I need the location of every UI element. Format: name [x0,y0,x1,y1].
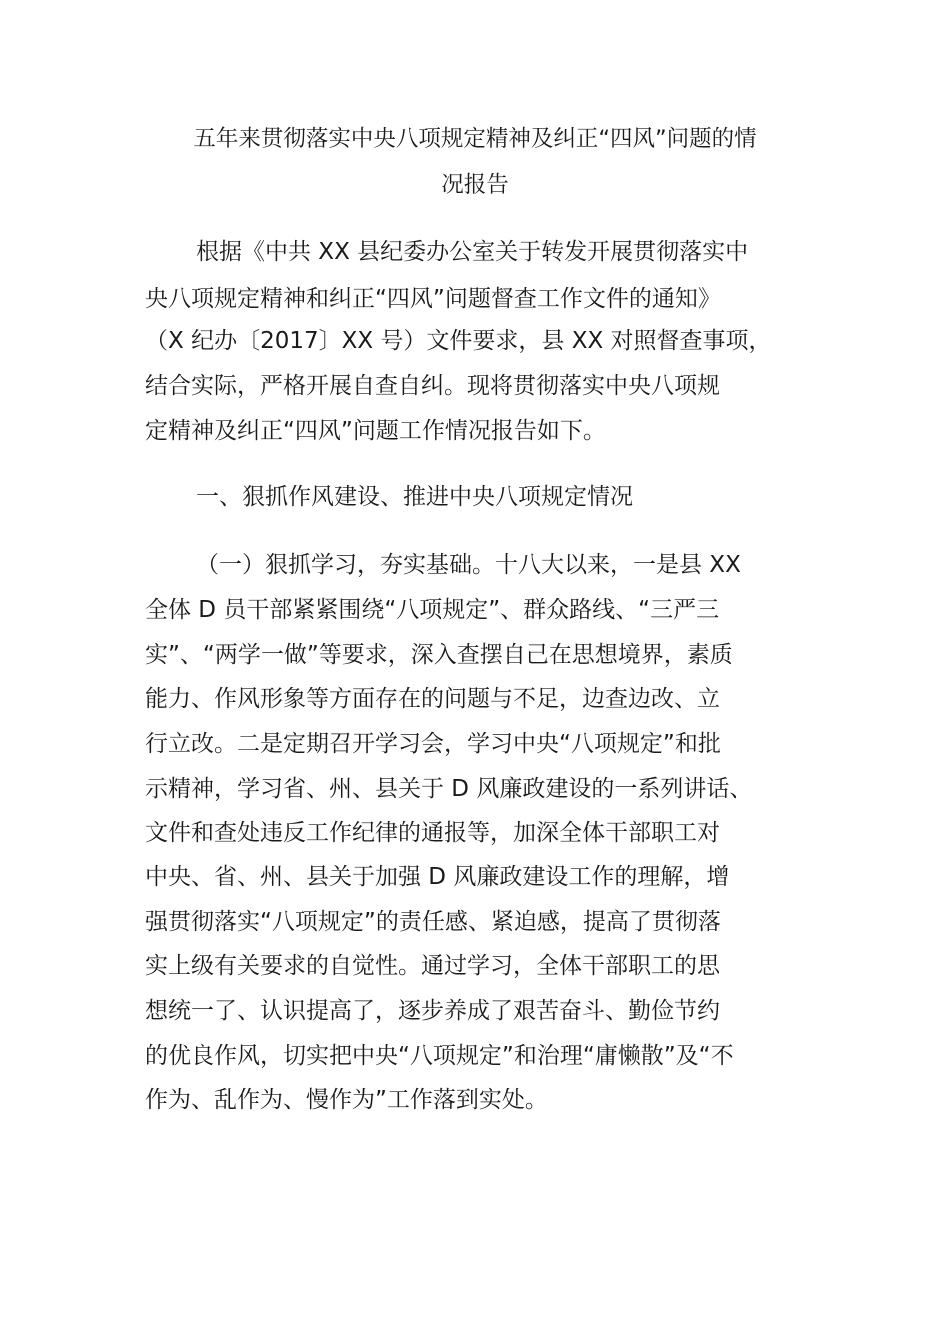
subsection-paragraph-line: 作为、乱作为、慢作为”工作落到实处。 [145,1087,548,1113]
subsection-paragraph-line: （一）狠抓学习，夯实基础。十八大以来，一是县 XX [196,552,741,578]
subsection-paragraph-line: 强贯彻落实“八项规定”的责任感、紧迫感，提高了贯彻落 [145,909,721,935]
intro-paragraph-line: 根据《中共 XX 县纪委办公室关于转发开展贯彻落实中 [196,239,749,265]
subsection-paragraph-line: 实”、“两学一做”等要求，深入查摆自己在思想境界，素质 [145,642,733,668]
subsection-paragraph-line: 行立改。二是定期召开学习会，学习中央“八项规定”和批 [145,731,721,757]
intro-paragraph-line: 结合实际，严格开展自查自纠。现将贯彻落实中央八项规 [145,373,720,399]
subsection-paragraph-line: 想统一了、认识提高了，逐步养成了艰苦奋斗、勤俭节约 [145,998,720,1024]
intro-paragraph-line: 定精神及纠正“四风”问题工作情况报告如下。 [145,418,606,444]
intro-paragraph-line: 央八项规定精神和纠正“四风”问题督查工作文件的通知》 [145,286,721,312]
intro-paragraph-line: （X 纪办〔2017〕XX 号）文件要求，县 XX 对照督查事项， [145,328,772,354]
document-title-line-2: 况报告 [441,172,509,198]
section-heading: 一、狠抓作风建设、推进中央八项规定情况 [196,484,633,510]
subsection-paragraph-line: 实上级有关要求的自觉性。通过学习，全体干部职工的思 [145,953,720,979]
document-title-line-1: 五年来贯彻落实中央八项规定精神及纠正“四风”问题的情 [193,126,757,152]
subsection-paragraph-line: 中央、省、州、县关于加强 D 风廉政建设工作的理解，增 [145,864,730,890]
subsection-paragraph-line: 能力、作风形象等方面存在的问题与不足，边查边改、立 [145,686,720,712]
subsection-paragraph-line: 全体 D 员干部紧紧围绕“八项规定”、群众路线、“三严三 [145,597,720,623]
subsection-paragraph-line: 的优良作风，切实把中央“八项规定”和治理“庸懒散”及“不 [145,1043,734,1069]
subsection-paragraph-line: 示精神，学习省、州、县关于 D 风廉政建设的一系列讲话、 [145,776,753,802]
subsection-paragraph-line: 文件和查处违反工作纪律的通报等，加深全体干部职工对 [145,820,720,846]
